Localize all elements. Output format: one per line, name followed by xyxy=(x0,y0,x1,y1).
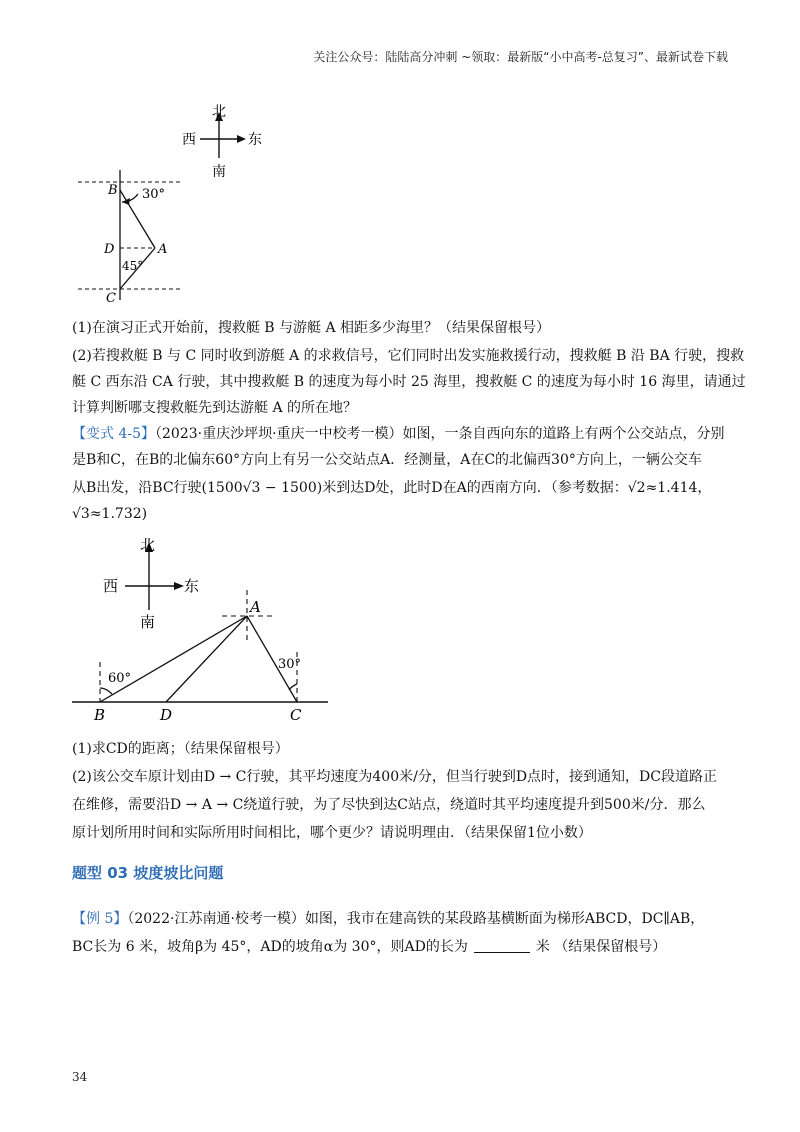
label-d: D xyxy=(104,242,115,257)
compass-north: 北 xyxy=(212,104,226,120)
label-d: D xyxy=(160,706,173,724)
problem2-q2-line2: 在维修，需要沿D → A → C绕道行驶，为了尽快到达C站点，绕道时其平均速度提升到500米/分．那么 xyxy=(72,797,706,813)
segment-da xyxy=(166,616,247,702)
label-a: A xyxy=(158,242,168,257)
label-angle-30: 30° xyxy=(278,657,302,672)
compass-west: 西 xyxy=(103,577,119,595)
compass-east: 东 xyxy=(184,577,200,595)
compass-rose xyxy=(200,120,240,158)
variant-tag: 【变式 4-5】 xyxy=(72,426,155,442)
east-arrow-icon xyxy=(237,135,246,143)
variant-line2: 是B和C，在B的北偏东60°方向上有另一公交站点A．经测量，A在C的北偏西30°方向上，一辆公交车 xyxy=(72,452,702,468)
section-title: 题型 03 坡度坡比问题 xyxy=(72,864,224,882)
problem1-q2-line1: (2)若搜救艇 B 与 C 同时收到游艇 A 的求救信号，它们同时出发实施救援行动，搜救艇 B 沿 BA 行驶，搜救 xyxy=(72,348,745,364)
problem2-q2-line1: (2)该公交车原计划由D → C行驶，其平均速度为400米/分，但当行驶到D点时，接到通知，DC段道路正 xyxy=(72,769,717,785)
figure-2-diagram xyxy=(70,530,340,730)
example-text-2: BC长为 6 米，坡角β为 45°，AD的坡角α为 30°，则AD的长为 xyxy=(72,939,468,955)
example-text-3: 米 （结果保留根号） xyxy=(535,939,667,955)
compass-south: 南 xyxy=(140,613,156,631)
problem1-q2-line2: 艇 C 西东沿 CA 行驶，其中搜救艇 B 的速度为每小时 25 海里，搜救艇 C 的速度为每小时 16 海里，请通过 xyxy=(72,374,746,390)
example-line1 xyxy=(72,905,704,933)
angle-arc-c xyxy=(289,684,297,690)
variant-line3: 从B出发，沿BC行驶(1500√3 − 1500)米到达D处，此时D在A的西南方向．（参考数据：√2≈1.414， xyxy=(72,480,712,496)
compass-south: 南 xyxy=(212,164,226,180)
label-c: C xyxy=(290,706,302,724)
segment-ba xyxy=(100,616,247,702)
problem1-q1: (1)在演习正式开始前，搜救艇 B 与游艇 A 相距多少海里？（结果保留根号） xyxy=(72,320,551,336)
label-angle-45: 45° xyxy=(122,259,144,273)
example-text-1: （2022·江苏南通·校考一模）如图，我市在建高铁的某段路基横断面为梯形ABCD，DC∥AB， xyxy=(127,911,705,927)
problem2-q2-line3: 原计划所用时间和实际所用时间相比，哪个更少？请说明理由．（结果保留1位小数） xyxy=(72,825,592,841)
label-angle-60: 60° xyxy=(108,671,132,686)
variant-line4: √3≈1.732) xyxy=(72,506,148,522)
example-line2 xyxy=(72,933,666,961)
compass-east: 东 xyxy=(248,132,262,148)
answer-blank xyxy=(474,938,530,953)
label-b: B xyxy=(94,706,106,724)
problem2-q1: (1)求CD的距离；（结果保留根号） xyxy=(72,741,289,757)
label-c: C xyxy=(106,291,116,306)
variant-text-1: （2023·重庆沙坪坝·重庆一中校考一模）如图，一条自西向东的道路上有两个公交站点，分别 xyxy=(155,426,725,442)
angle-arc-b xyxy=(100,688,112,694)
page-number: 34 xyxy=(72,1070,88,1084)
variant-line1 xyxy=(72,420,725,448)
label-b: B xyxy=(108,183,118,198)
compass-rose-2 xyxy=(125,550,178,610)
east-arrow-icon xyxy=(174,582,184,590)
label-a: A xyxy=(250,598,261,616)
compass-north: 北 xyxy=(140,536,156,554)
problem1-q2-line3: 计算判断哪支搜救艇先到达游艇 A 的所在地？ xyxy=(72,400,358,416)
example-tag: 【例 5】 xyxy=(72,911,128,927)
compass-west: 西 xyxy=(182,132,196,148)
figure-1-diagram xyxy=(60,90,300,310)
page-header: 关注公众号：陆陆高分冲刺 ~领取：最新版“小中高考-总复习”、最新试卷下载 xyxy=(313,50,728,64)
label-angle-30: 30° xyxy=(142,187,166,202)
